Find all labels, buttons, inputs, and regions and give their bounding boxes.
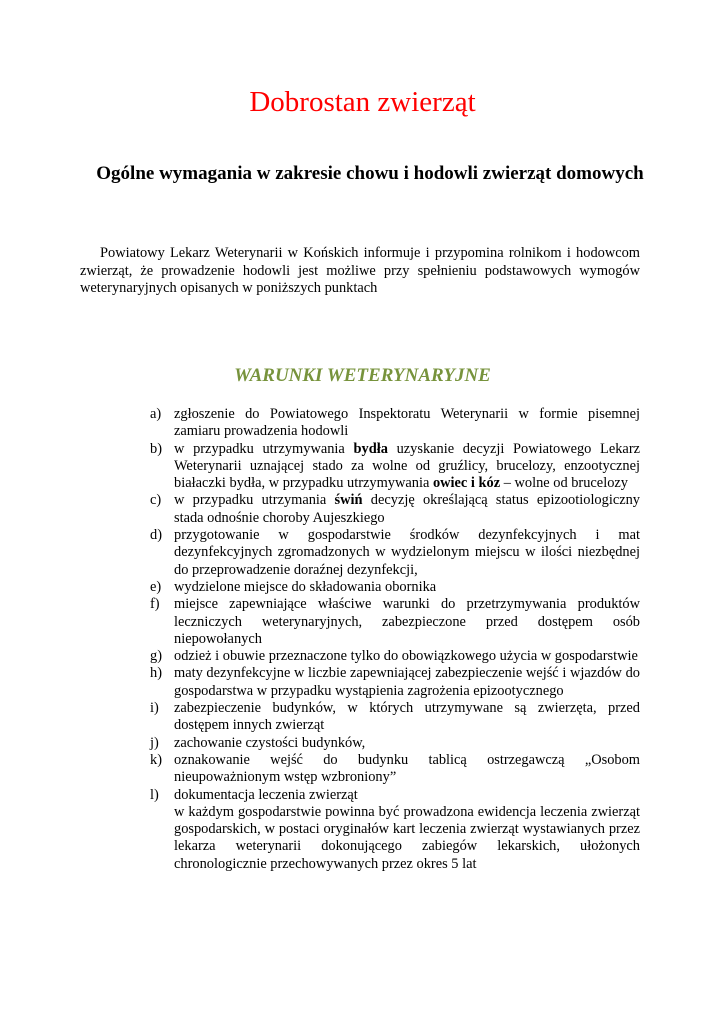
item-marker: a) (150, 406, 162, 422)
requirements-list (150, 406, 640, 873)
item-bold-text: świń (334, 492, 363, 509)
list-item-a (150, 406, 640, 441)
item-text: przygotowanie w gospodarstwie środków dezynfekcyjnych i mat dezynfekcyjnych zgromadzonych w wydzielonym miejscu w ilości niezbędnej do przeprowadzenie doraźnej dezynfekcji, (174, 527, 640, 578)
item-text: odzież i obuwie przeznaczone tylko do obowiązkowego użycia w gospodarstwie (174, 648, 638, 665)
intro-paragraph: Powiatowy Lekarz Weterynarii w Końskich informuje i przypomina rolnikom i hodowcom zwierząt, że prowadzenie hodowli jest możliwe przy spełnieniu podstawowych wymogów weterynaryjnych opisanych w poniższych punktach (80, 245, 640, 297)
item-text: w przypadku utrzymania (174, 492, 335, 509)
list-item-e (150, 579, 640, 596)
item-text: maty dezynfekcyjne w liczbie zapewniającej zabezpieczenie wejść i wjazdów do gospodarstwa w przypadku wystąpienia zagrożenia epizootycznego (174, 665, 640, 699)
item-marker: f) (150, 596, 160, 613)
item-bold-text: bydła (353, 440, 388, 457)
item-marker: j) (150, 734, 159, 751)
document-title: Dobrostan zwierząt (249, 86, 476, 118)
item-text: zachowanie czystości budynków, (174, 734, 366, 751)
item-text: oznakowanie wejść do budynku tablicą ostrzegawczą „Osobom nieupoważnionym wstęp wzbroniony” (174, 751, 640, 786)
item-marker: b) (150, 440, 162, 457)
list-item-i (150, 700, 640, 735)
list-item-g (150, 648, 640, 665)
list-item-k (150, 752, 640, 787)
item-marker: i) (150, 700, 159, 717)
item-text: decyzję określającą status epizootiologiczny stada odnośnie choroby Aujeszkiego (174, 492, 640, 526)
item-marker: e) (150, 578, 162, 595)
list-item-l (150, 787, 640, 873)
item-marker: g) (150, 648, 162, 665)
list-item-c (150, 492, 640, 527)
item-bold-text: owiec i kóz (432, 475, 501, 492)
list-item-f (150, 596, 640, 648)
item-extra-paragraph: w każdym gospodarstwie powinna być prowadzona ewidencja leczenia zwierząt gospodarskich, w postaci oryginałów kart leczenia zwierząt wystawianych przez lekarza weterynarii dokonującego zabiegów lekarskich, ułożonych chronologicznie przechowywanych przez okres 5 lat (174, 803, 640, 872)
section-heading: WARUNKI WETERYNARYJNE (234, 365, 491, 386)
item-marker: h) (150, 665, 162, 682)
document-subtitle: Ogólne wymagania w zakresie chowu i hodowli zwierząt domowych (96, 163, 644, 184)
item-text: wydzielone miejsce do składowania obornika (174, 578, 437, 595)
list-item-j (150, 735, 640, 752)
item-text: – wolne od brucelozy (500, 475, 628, 492)
list-item-b (150, 441, 640, 493)
item-marker: k) (150, 751, 162, 768)
item-text: uzyskanie decyzji Powiatowego Lekarz Weterynarii uznającej stado za wolne od gruźlicy, brucelozy, enzootycznej białaczki bydła, w przypadku utrzymywania (174, 440, 640, 492)
item-marker: c) (150, 492, 162, 509)
item-text: dokumentacja leczenia zwierząt (174, 786, 358, 803)
item-text: w przypadku utrzymywania (174, 440, 354, 457)
item-text: miejsce zapewniające właściwe warunki do przetrzymywania produktów leczniczych weterynaryjnych, zabezpieczone przed dostępem osób niepowołanych (174, 596, 640, 647)
list-item-d (150, 527, 640, 579)
item-text: zgłoszenie do Powiatowego Inspektoratu Weterynarii w formie pisemnej zamiaru prowadzenia hodowli (174, 406, 640, 440)
item-marker: l) (150, 786, 159, 803)
item-text: zabezpieczenie budynków, w których utrzymywane są zwierzęta, przed dostępem innych zwierząt (174, 700, 640, 734)
list-item-h (150, 665, 640, 700)
item-marker: d) (150, 527, 162, 544)
